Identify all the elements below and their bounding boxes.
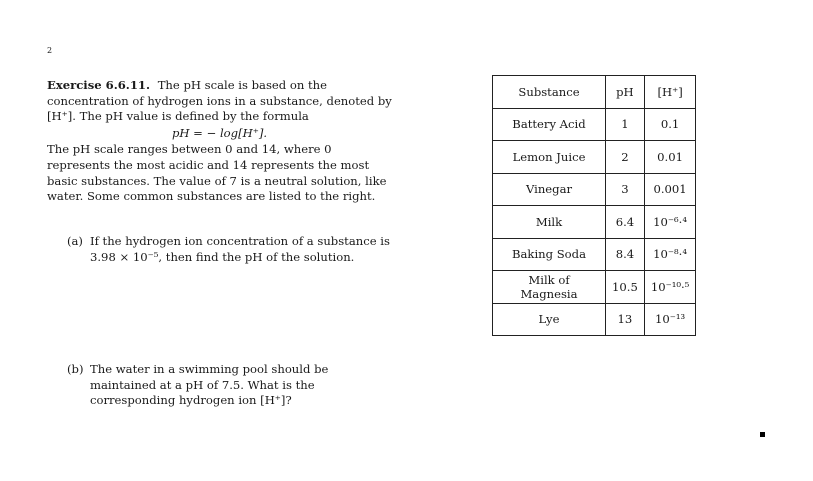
- exercise-title: Exercise 6.6.11.: [47, 78, 151, 92]
- table-row: [493, 141, 696, 174]
- substance-cell: Lemon Juice: [493, 141, 606, 174]
- part-b: [67, 362, 397, 409]
- ph-cell: 2: [606, 141, 645, 174]
- exercise-intro: The pH scale is based on the concentration of hydrogen ions in a substance, denoted by [H⁺]. The pH value is defined by the formula: [47, 78, 392, 124]
- part-b-text: The water in a swimming pool should be maintained at a pH of 7.5. What is the corresponding hydrogen ion [H⁺]?: [90, 362, 329, 408]
- table-row: [493, 303, 696, 336]
- ph-cell: 8.4: [606, 238, 645, 271]
- table-row: [493, 271, 696, 304]
- table-row: [493, 108, 696, 141]
- h-cell: 10⁻¹³: [644, 303, 696, 336]
- h-cell: 10⁻⁶·⁴: [644, 206, 696, 239]
- h-cell: 10⁻⁸·⁴: [644, 238, 696, 271]
- ph-cell: 10.5: [606, 271, 645, 304]
- header-substance: Substance: [493, 76, 606, 109]
- part-a-label: (a): [67, 234, 83, 248]
- h-cell: 0.1: [644, 108, 696, 141]
- substance-cell: Baking Soda: [493, 238, 606, 271]
- substance-cell: Milk: [493, 206, 606, 239]
- table-row: [493, 206, 696, 239]
- part-a: [67, 234, 397, 265]
- ph-cell: 6.4: [606, 206, 645, 239]
- substance-cell: Milk of Magnesia: [493, 271, 606, 304]
- part-a-text: If the hydrogen ion concentration of a substance is 3.98 × 10⁻⁵, then find the pH of the solution.: [90, 234, 390, 264]
- table-row: [493, 173, 696, 206]
- ph-cell: 1: [606, 108, 645, 141]
- substance-cell: Lye: [493, 303, 606, 336]
- page-number: 2: [47, 46, 53, 55]
- part-b-label: (b): [67, 362, 84, 376]
- ph-formula: pH = − log[H⁺].: [171, 125, 268, 140]
- exercise-body: The pH scale ranges between 0 and 14, where 0 represents the most acidic and 14 represents the most basic substances. The value of 7 is a neutral solution, like water. Some common substances are listed to the right.: [47, 142, 387, 204]
- header-ph: pH: [606, 76, 645, 109]
- table-header-row: [493, 76, 696, 109]
- ph-cell: 3: [606, 173, 645, 206]
- substance-cell: Battery Acid: [493, 108, 606, 141]
- table-row: [493, 238, 696, 271]
- h-cell: 0.001: [644, 173, 696, 206]
- h-cell: 10⁻¹⁰·⁵: [644, 271, 696, 304]
- header-h: [H⁺]: [644, 76, 696, 109]
- substance-cell: Vinegar: [493, 173, 606, 206]
- ph-table: [492, 75, 696, 336]
- end-marker: [760, 432, 765, 437]
- ph-cell: 13: [606, 303, 645, 336]
- exercise-text: [47, 78, 392, 205]
- h-cell: 0.01: [644, 141, 696, 174]
